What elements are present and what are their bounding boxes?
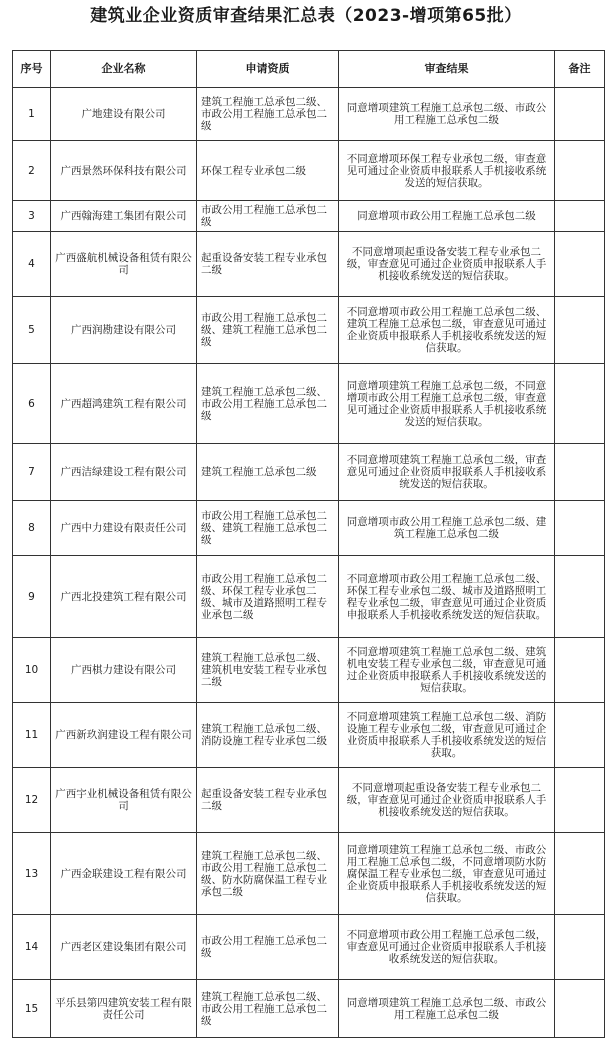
row-number: 4 [13,232,51,297]
review-result: 不同意增项环保工程专业承包二级，审查意见可通过企业资质申报联系人手机接收系统发送的短信获取。 [339,141,555,201]
remark [555,768,605,833]
remark [555,201,605,232]
table-row [13,501,605,556]
remark [555,915,605,980]
header-company: 企业名称 [51,51,197,88]
review-result: 不同意增项建筑工程施工总承包二级，审查意见可通过企业资质申报联系人手机接收系统发送的短信获取。 [339,444,555,501]
row-number: 10 [13,638,51,703]
row-number: 8 [13,501,51,556]
applied-qualification: 市政公用工程施工总承包二级 [197,915,339,980]
company-name: 广西金联建设工程有限公司 [51,833,197,915]
review-result: 不同意增项建筑工程施工总承包二级、消防设施工程专业承包二级，审查意见可通过企业资质申报联系人手机接收系统发送的短信获取。 [339,703,555,768]
header-qualification: 申请资质 [197,51,339,88]
row-number: 13 [13,833,51,915]
row-number: 12 [13,768,51,833]
applied-qualification: 建筑工程施工总承包二级、消防设施工程专业承包二级 [197,703,339,768]
applied-qualification: 建筑工程施工总承包二级、市政公用工程施工总承包二级 [197,980,339,1038]
applied-qualification: 建筑工程施工总承包二级、市政公用工程施工总承包二级 [197,88,339,141]
company-name: 广西洁绿建设工程有限公司 [51,444,197,501]
applied-qualification: 起重设备安装工程专业承包二级 [197,768,339,833]
row-number: 14 [13,915,51,980]
applied-qualification: 建筑工程施工总承包二级、市政公用工程施工总承包二级 [197,364,339,444]
remark [555,556,605,638]
company-name: 广西新玖润建设工程有限公司 [51,703,197,768]
review-result: 不同意增项建筑工程施工总承包二级、建筑机电安装工程专业承包二级，审查意见可通过企业资质申报联系人手机接收系统发送的短信获取。 [339,638,555,703]
row-number: 3 [13,201,51,232]
remark [555,980,605,1038]
table-row [13,915,605,980]
company-name: 广西宇业机械设备租赁有限公司 [51,768,197,833]
table-row [13,201,605,232]
header-result: 审查结果 [339,51,555,88]
table-row [13,232,605,297]
applied-qualification: 建筑工程施工总承包二级、市政公用工程施工总承包二级、防水防腐保温工程专业承包二级 [197,833,339,915]
remark [555,638,605,703]
applied-qualification: 市政公用工程施工总承包二级、建筑工程施工总承包二级 [197,501,339,556]
applied-qualification: 建筑工程施工总承包二级 [197,444,339,501]
applied-qualification: 市政公用工程施工总承包二级、建筑工程施工总承包二级 [197,297,339,364]
company-name: 广西北投建筑工程有限公司 [51,556,197,638]
company-name: 广西翰海建工集团有限公司 [51,201,197,232]
table-row [13,833,605,915]
table-row [13,556,605,638]
company-name: 广西景然环保科技有限公司 [51,141,197,201]
table-body [13,88,605,1038]
header-remark: 备注 [555,51,605,88]
table-row [13,768,605,833]
page-title: 建筑业企业资质审查结果汇总表（2023-增项第65批） [90,6,522,26]
header-row [13,51,605,88]
applied-qualification: 市政公用工程施工总承包二级 [197,201,339,232]
row-number: 6 [13,364,51,444]
table-row [13,638,605,703]
row-number: 7 [13,444,51,501]
row-number: 1 [13,88,51,141]
header-no: 序号 [13,51,51,88]
review-result: 同意增项建筑工程施工总承包二级、市政公用工程施工总承包二级，不同意增项防水防腐保温工程专业承包二级，审查意见可通过企业资质申报联系人手机接收系统发送的短信获取。 [339,833,555,915]
row-number: 5 [13,297,51,364]
row-number: 15 [13,980,51,1038]
results-table [12,50,605,1038]
applied-qualification: 起重设备安装工程专业承包二级 [197,232,339,297]
remark [555,297,605,364]
remark [555,364,605,444]
review-result: 不同意增项起重设备安装工程专业承包二级，审查意见可通过企业资质申报联系人手机接收系统发送的短信获取。 [339,768,555,833]
table-row [13,980,605,1038]
company-name: 广西润勘建设有限公司 [51,297,197,364]
remark [555,703,605,768]
table-row [13,88,605,141]
review-result: 同意增项建筑工程施工总承包二级、市政公用工程施工总承包二级 [339,88,555,141]
company-name: 广地建设有限公司 [51,88,197,141]
remark [555,141,605,201]
review-result: 不同意增项市政公用工程施工总承包二级、环保工程专业承包二级、城市及道路照明工程专业承包二级，审查意见可通过企业资质申报联系人手机接收系统发送的短信获取。 [339,556,555,638]
review-result: 同意增项市政公用工程施工总承包二级 [339,201,555,232]
table-row [13,141,605,201]
company-name: 广西盛航机械设备租赁有限公司 [51,232,197,297]
company-name: 广西棋力建设有限公司 [51,638,197,703]
table-row [13,364,605,444]
remark [555,501,605,556]
row-number: 9 [13,556,51,638]
review-result: 不同意增项市政公用工程施工总承包二级、建筑工程施工总承包二级，审查意见可通过企业资质申报联系人手机接收系统发送的短信获取。 [339,297,555,364]
row-number: 2 [13,141,51,201]
company-name: 广西超鸿建筑工程有限公司 [51,364,197,444]
remark [555,232,605,297]
company-name: 广西中力建设有限责任公司 [51,501,197,556]
review-result: 不同意增项市政公用工程施工总承包二级，审查意见可通过企业资质申报联系人手机接收系统发送的短信获取。 [339,915,555,980]
table-row [13,444,605,501]
remark [555,88,605,141]
applied-qualification: 环保工程专业承包二级 [197,141,339,201]
applied-qualification: 建筑工程施工总承包二级、建筑机电安装工程专业承包二级 [197,638,339,703]
table-row [13,703,605,768]
remark [555,444,605,501]
applied-qualification: 市政公用工程施工总承包二级、环保工程专业承包二级、城市及道路照明工程专业承包二级 [197,556,339,638]
remark [555,833,605,915]
row-number: 11 [13,703,51,768]
review-result: 同意增项市政公用工程施工总承包二级、建筑工程施工总承包二级 [339,501,555,556]
review-result: 不同意增项起重设备安装工程专业承包二级，审查意见可通过企业资质申报联系人手机接收系统发送的短信获取。 [339,232,555,297]
table-row [13,297,605,364]
review-result: 同意增项建筑工程施工总承包二级，不同意增项市政公用工程施工总承包二级，审查意见可通过企业资质申报联系人手机接收系统发送的短信获取。 [339,364,555,444]
company-name: 广西老区建设集团有限公司 [51,915,197,980]
company-name: 平乐县第四建筑安装工程有限责任公司 [51,980,197,1038]
review-result: 同意增项建筑工程施工总承包二级、市政公用工程施工总承包二级 [339,980,555,1038]
